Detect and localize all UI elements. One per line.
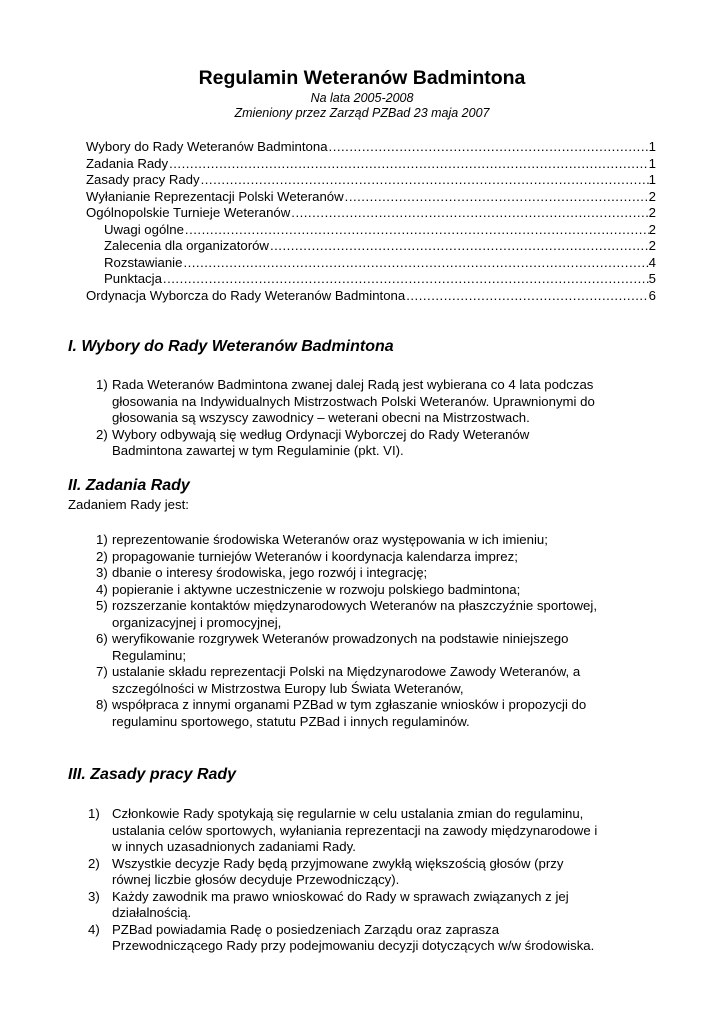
list-item-line: Każdy zawodnik ma prawo wnioskować do Rady w sprawach związanych z jej (112, 888, 569, 904)
toc-leader-dots (345, 189, 649, 206)
list-item-number: 6) (96, 631, 108, 646)
toc-leader-dots (185, 222, 649, 239)
list-item-line: Przewodniczącego Rady przy podejmowaniu decyzji dotyczących w/w środowiska. (112, 938, 595, 953)
list-item-line: Badmintona zawartej w tym Regulaminie (pkt. VI). (112, 443, 404, 458)
list-item (96, 582, 696, 599)
list-item-line: reprezentowanie środowiska Weteranów oraz występowania w ich imieniu; (112, 532, 548, 547)
list-item (96, 598, 696, 631)
toc-entry[interactable] (86, 172, 656, 189)
toc-entry-page: 2 (648, 205, 656, 220)
list-item-number: 1) (88, 806, 100, 821)
list-item (96, 532, 696, 549)
toc-entry-label: Punktacja (104, 271, 162, 286)
list-item-line: propagowanie turniejów Weteranów i koordynacja kalendarza imprez; (112, 548, 518, 564)
list-item-number: 2) (96, 426, 108, 442)
section-heading-elections: I. Wybory do Rady Weteranów Badmintona (68, 338, 394, 355)
list-item-number: 1) (96, 377, 108, 392)
list-item-number: 2) (88, 855, 100, 871)
list-item-line: szczególności w Mistrzostwa Europy lub Świata Weteranów, (112, 680, 464, 696)
elections-list (96, 377, 696, 460)
list-item (96, 427, 696, 460)
list-item-line: ustalanie składu reprezentacji Polski na Międzynarodowe Zawody Weteranów, a (112, 664, 581, 679)
list-item-line: dbanie o interesy środowiska, jego rozwój i integrację; (112, 565, 428, 580)
toc-leader-dots (201, 172, 649, 189)
list-item-number: 5) (96, 598, 108, 613)
list-item-line: Regulaminu; (112, 647, 187, 663)
list-item-line: Członkowie Rady spotykają się regularnie w celu ustalania zmian do regulaminu, (112, 806, 584, 821)
list-item-number: 4) (88, 921, 100, 937)
section-intro: Zadaniem Rady jest: (68, 497, 189, 512)
list-item (88, 889, 688, 922)
toc-entry-page: 2 (648, 188, 656, 204)
list-item-line: równej liczbie głosów decyduje Przewodniczący). (112, 872, 400, 887)
list-item (96, 565, 696, 582)
toc-entry-page: 1 (648, 172, 656, 187)
list-item-line: PZBad powiadamia Radę o posiedzeniach Zarządu oraz zaprasza (112, 921, 500, 937)
toc-entry-page: 1 (648, 139, 656, 154)
toc-leader-dots (163, 271, 649, 288)
toc-leader-dots (183, 255, 648, 272)
toc-entry-page: 2 (648, 221, 656, 237)
toc-leader-dots (291, 205, 648, 222)
list-item (96, 631, 696, 664)
toc-entry-page: 2 (648, 238, 656, 253)
list-item-line: popieranie i aktywne uczestniczenie w rozwoju polskiego badmintona; (112, 581, 521, 597)
toc-entry[interactable] (86, 205, 656, 222)
list-item-line: Rada Weteranów Badmintona zwanej dalej Radą jest wybierana co 4 lata podczas (112, 377, 594, 392)
list-item (96, 549, 696, 566)
toc-subentry[interactable] (86, 238, 656, 255)
list-item-line: regulaminu sportowego, statutu PZBad i innych regulaminów. (112, 713, 470, 729)
list-item (88, 806, 688, 856)
toc-entry-label: Zasady pracy Rady (86, 172, 200, 187)
list-item-line: organizacyjnej i promocyjnej, (112, 614, 282, 630)
toc-entry[interactable] (86, 189, 656, 206)
list-item-line: Wszystkie decyzje Rady będą przyjmowane zwykłą większością głosów (przy (112, 855, 564, 871)
toc-entry-label: Uwagi ogólne (104, 221, 184, 237)
list-item (96, 664, 696, 697)
list-item-number: 3) (96, 565, 108, 580)
toc-entry-label: Wybory do Rady Weteranów Badmintona (86, 139, 328, 154)
toc-leader-dots (329, 139, 649, 156)
list-item-number: 1) (96, 532, 108, 547)
toc-entry-label: Ordynacja Wyborcza do Rady Weteranów Badmintona (86, 287, 406, 303)
section-heading-council-rules: III. Zasady pracy Rady (68, 766, 237, 783)
toc-subentry[interactable] (86, 255, 656, 272)
list-item-line: w innych uzasadnionych zadaniami Rady. (112, 839, 356, 854)
document-subtitle-period: Na lata 2005-2008 (310, 91, 414, 105)
council-tasks-list (96, 532, 696, 730)
toc-leader-dots (169, 156, 649, 173)
toc-entry-label: Ogólnopolskie Turnieje Weteranów (86, 205, 291, 220)
toc-subentry[interactable] (86, 271, 656, 288)
toc-entry[interactable] (86, 139, 656, 156)
list-item-number: 2) (96, 548, 108, 564)
toc-leader-dots (270, 238, 649, 255)
list-item-number: 4) (96, 581, 108, 597)
list-item (88, 856, 688, 889)
council-rules-list (88, 806, 688, 955)
list-item (88, 922, 688, 955)
list-item-line: głosowania są wszyscy zawodnicy – weterani obecni na Mistrzostwach. (112, 410, 530, 425)
list-item (96, 377, 696, 427)
toc-entry[interactable] (86, 288, 656, 305)
table-of-contents (86, 139, 656, 304)
list-item-line: weryfikowanie rozgrywek Weteranów prowadzonych na podstawie niniejszego (112, 631, 569, 646)
toc-entry-label: Zalecenia dla organizatorów (104, 238, 269, 253)
list-item-number: 8) (96, 697, 108, 712)
list-item-line: Wybory odbywają się według Ordynacji Wyborczej do Rady Weteranów (112, 426, 530, 442)
list-item-number: 3) (88, 888, 100, 904)
toc-entry-label: Zadania Rady (86, 155, 169, 171)
list-item (96, 697, 696, 730)
toc-entry[interactable] (86, 156, 656, 173)
toc-entry-page: 5 (648, 271, 656, 286)
list-item-line: rozszerzanie kontaktów międzynarodowych Weteranów na płaszczyźnie sportowej, (112, 598, 597, 613)
toc-leader-dots (406, 288, 648, 305)
document-subtitle-amended: Zmieniony przez Zarząd PZBad 23 maja 2007 (234, 106, 490, 120)
section-heading-council-tasks: II. Zadania Rady (68, 477, 190, 494)
list-item-number: 7) (96, 664, 108, 679)
toc-subentry[interactable] (86, 222, 656, 239)
list-item-line: współpraca z innymi organami PZBad w tym zgłaszanie wniosków i propozycji do (112, 697, 587, 712)
list-item-line: ustalania celów sportowych, wyłaniania reprezentacji na zawody międzynarodowe i (112, 822, 598, 838)
list-item-line: działalnością. (112, 905, 192, 920)
toc-entry-page: 4 (648, 254, 656, 270)
toc-entry-page: 1 (648, 155, 656, 171)
document-title: Regulamin Weteranów Badmintona (198, 67, 526, 89)
toc-entry-page: 6 (648, 287, 656, 303)
list-item-line: głosowania na Indywidualnych Mistrzostwach Polski Weteranów. Uprawnionymi do (112, 393, 595, 409)
toc-entry-label: Wyłanianie Reprezentacji Polski Weteranów (86, 188, 344, 204)
toc-entry-label: Rozstawianie (104, 254, 183, 270)
